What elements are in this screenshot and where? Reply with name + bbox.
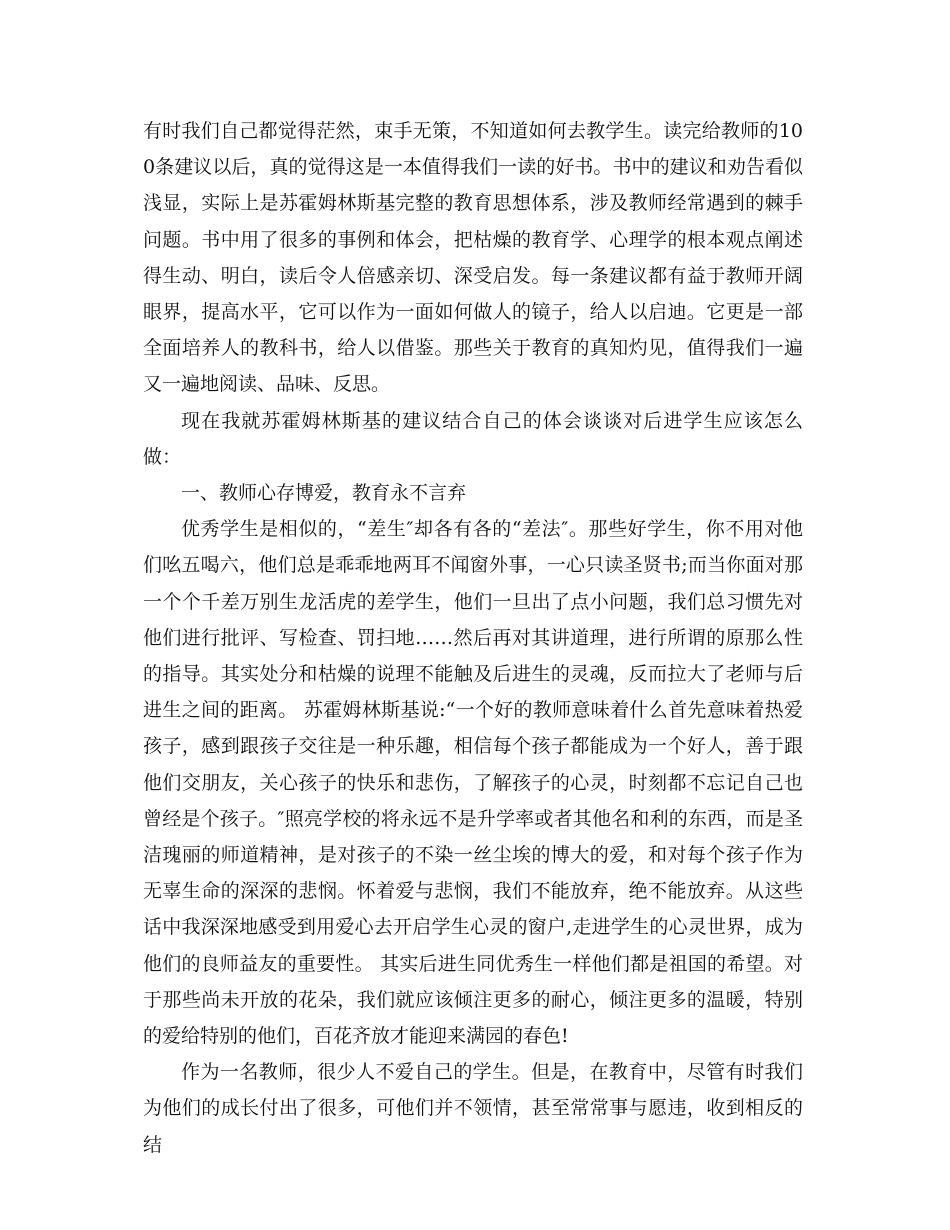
document-body	[143, 113, 803, 1163]
paragraph-transition: 现在我就苏霍姆林斯基的建议结合自己的体会谈谈对后进学生应该怎么做：	[143, 409, 803, 468]
paragraph-intro: 有时我们自己都觉得茫然，束手无策，不知道如何去教学生。读完给教师的100条建议以后，真的觉得这是一本值得我们一读的好书。书中的建议和劝告看似浅显，实际上是苏霍姆林斯基完整的教育思想体系，涉及教师经常遇到的棘手问题。书中用了很多的事例和体会，把枯燥的教育学、心理学的根本观点阐述得生动、明白，读后令人倍感亲切、深受启发。每一条建议都有益于教师开阔眼界，提高水平，它可以作为一面如何做人的镜子，给人以启迪。它更是一部全面培养人的教科书，给人以借鉴。那些关于教育的真知灼见，值得我们一遍又一遍地阅读、品味、反思。	[143, 120, 803, 396]
paragraph-body: 优秀学生是相似的，“差生″却各有各的“差法″。那些好学生，你不用对他们吆五喝六，他们总是乖乖地两耳不闻窗外事，一心只读圣贤书;而当你面对那一个个千差万别生龙活虎的差学生，他们一旦出了点小问题，我们总习惯先对他们进行批评、写检查、罚扫地……然后再对其讲道理，进行所谓的原那么性的指导。其实处分和枯燥的说理不能触及后进生的灵魂，反而拉大了老师与后进生之间的距离。 苏霍姆林斯基说:“一个好的教师意味着什么首先意味着热爱孩子，感到跟孩子交往是一种乐趣，相信每个孩子都能成为一个好人，善于跟他们交朋友，关心孩子的快乐和悲伤，了解孩子的心灵，时刻都不忘记自己也曾经是个孩子。″照亮学校的将永远不是升学率或者其他名和利的东西，而是圣洁瑰丽的师道精神，是对孩子的不染一丝尘埃的博大的爱，和对每个孩子作为无辜生命的深深的悲悯。怀着爱与悲悯，我们不能放弃，绝不能放弃。从这些话中我深深地感受到用爱心去开启学生心灵的窗户,走进学生的心灵世界，成为他们的良师益友的重要性。 其实后进生同优秀生一样他们都是祖国的希望。对于那些尚未开放的花朵，我们就应该倾注更多的耐心，倾注更多的温暖，特别的爱给特别的他们，百花齐放才能迎来满园的春色!	[143, 518, 803, 1048]
section-heading: 一、教师心存博爱，教育永不言弃	[181, 482, 467, 505]
paragraph-closing: 作为一名教师，很少人不爱自己的学生。但是，在教育中，尽管有时我们为他们的成长付出了很多，可他们并不领情，甚至常常事与愿违，收到相反的结	[143, 1061, 803, 1156]
